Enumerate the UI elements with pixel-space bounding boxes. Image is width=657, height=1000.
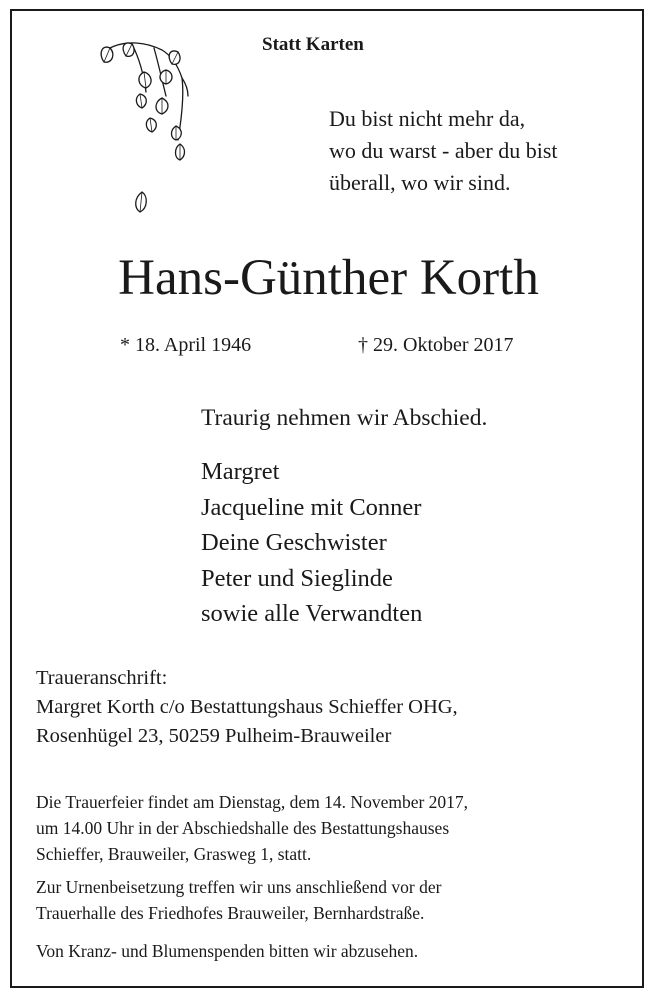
address-label: Traueranschrift: [36, 667, 168, 689]
mourner: sowie alle Verwandten [201, 600, 423, 627]
deceased-name: Hans-Günther Korth [118, 250, 539, 306]
birth-date: * 18. April 1946 [120, 334, 252, 356]
header-note: Statt Karten [262, 34, 364, 55]
mourner: Peter und Sieglinde [201, 564, 393, 592]
mourning-address [36, 664, 458, 751]
urn-line: Trauerhalle des Friedhofes Brauweiler, Bernhardstraße. [36, 903, 425, 923]
mourner: Jacqueline mit Conner [201, 493, 422, 521]
ceremony-line: Schieffer, Brauweiler, Grasweg 1, statt. [36, 844, 312, 864]
mourners-list [201, 454, 422, 632]
address-line: Rosenhügel 23, 50259 Pulheim-Brauweiler [36, 725, 392, 747]
ceremony-line: um 14.00 Uhr in der Abschiedshalle des Bestattungshauses [36, 818, 450, 838]
flowers-note: Von Kranz- und Blumenspenden bitten wir abzusehen. [36, 941, 419, 961]
mourner: Margret [201, 458, 280, 485]
poem-line: wo du warst - aber du bist [329, 138, 558, 163]
poem [329, 103, 558, 199]
mourner: Deine Geschwister [201, 529, 387, 556]
poem-line: überall, wo wir sind. [329, 170, 511, 195]
death-date: † 29. Oktober 2017 [358, 334, 514, 356]
urn-line: Zur Urnenbeisetzung treffen wir uns anschließend vor der [36, 877, 442, 897]
ceremony-info [36, 789, 468, 867]
poem-line: Du bist nicht mehr da, [329, 106, 526, 131]
address-line: Margret Korth c/o Bestattungshaus Schieffer OHG, [36, 696, 458, 718]
farewell-line: Traurig nehmen wir Abschied. [201, 405, 488, 431]
birch-branch-icon [96, 36, 196, 220]
urn-burial-info [36, 874, 441, 926]
ceremony-line: Die Trauerfeier findet am Dienstag, dem 14. November 2017, [36, 792, 469, 812]
